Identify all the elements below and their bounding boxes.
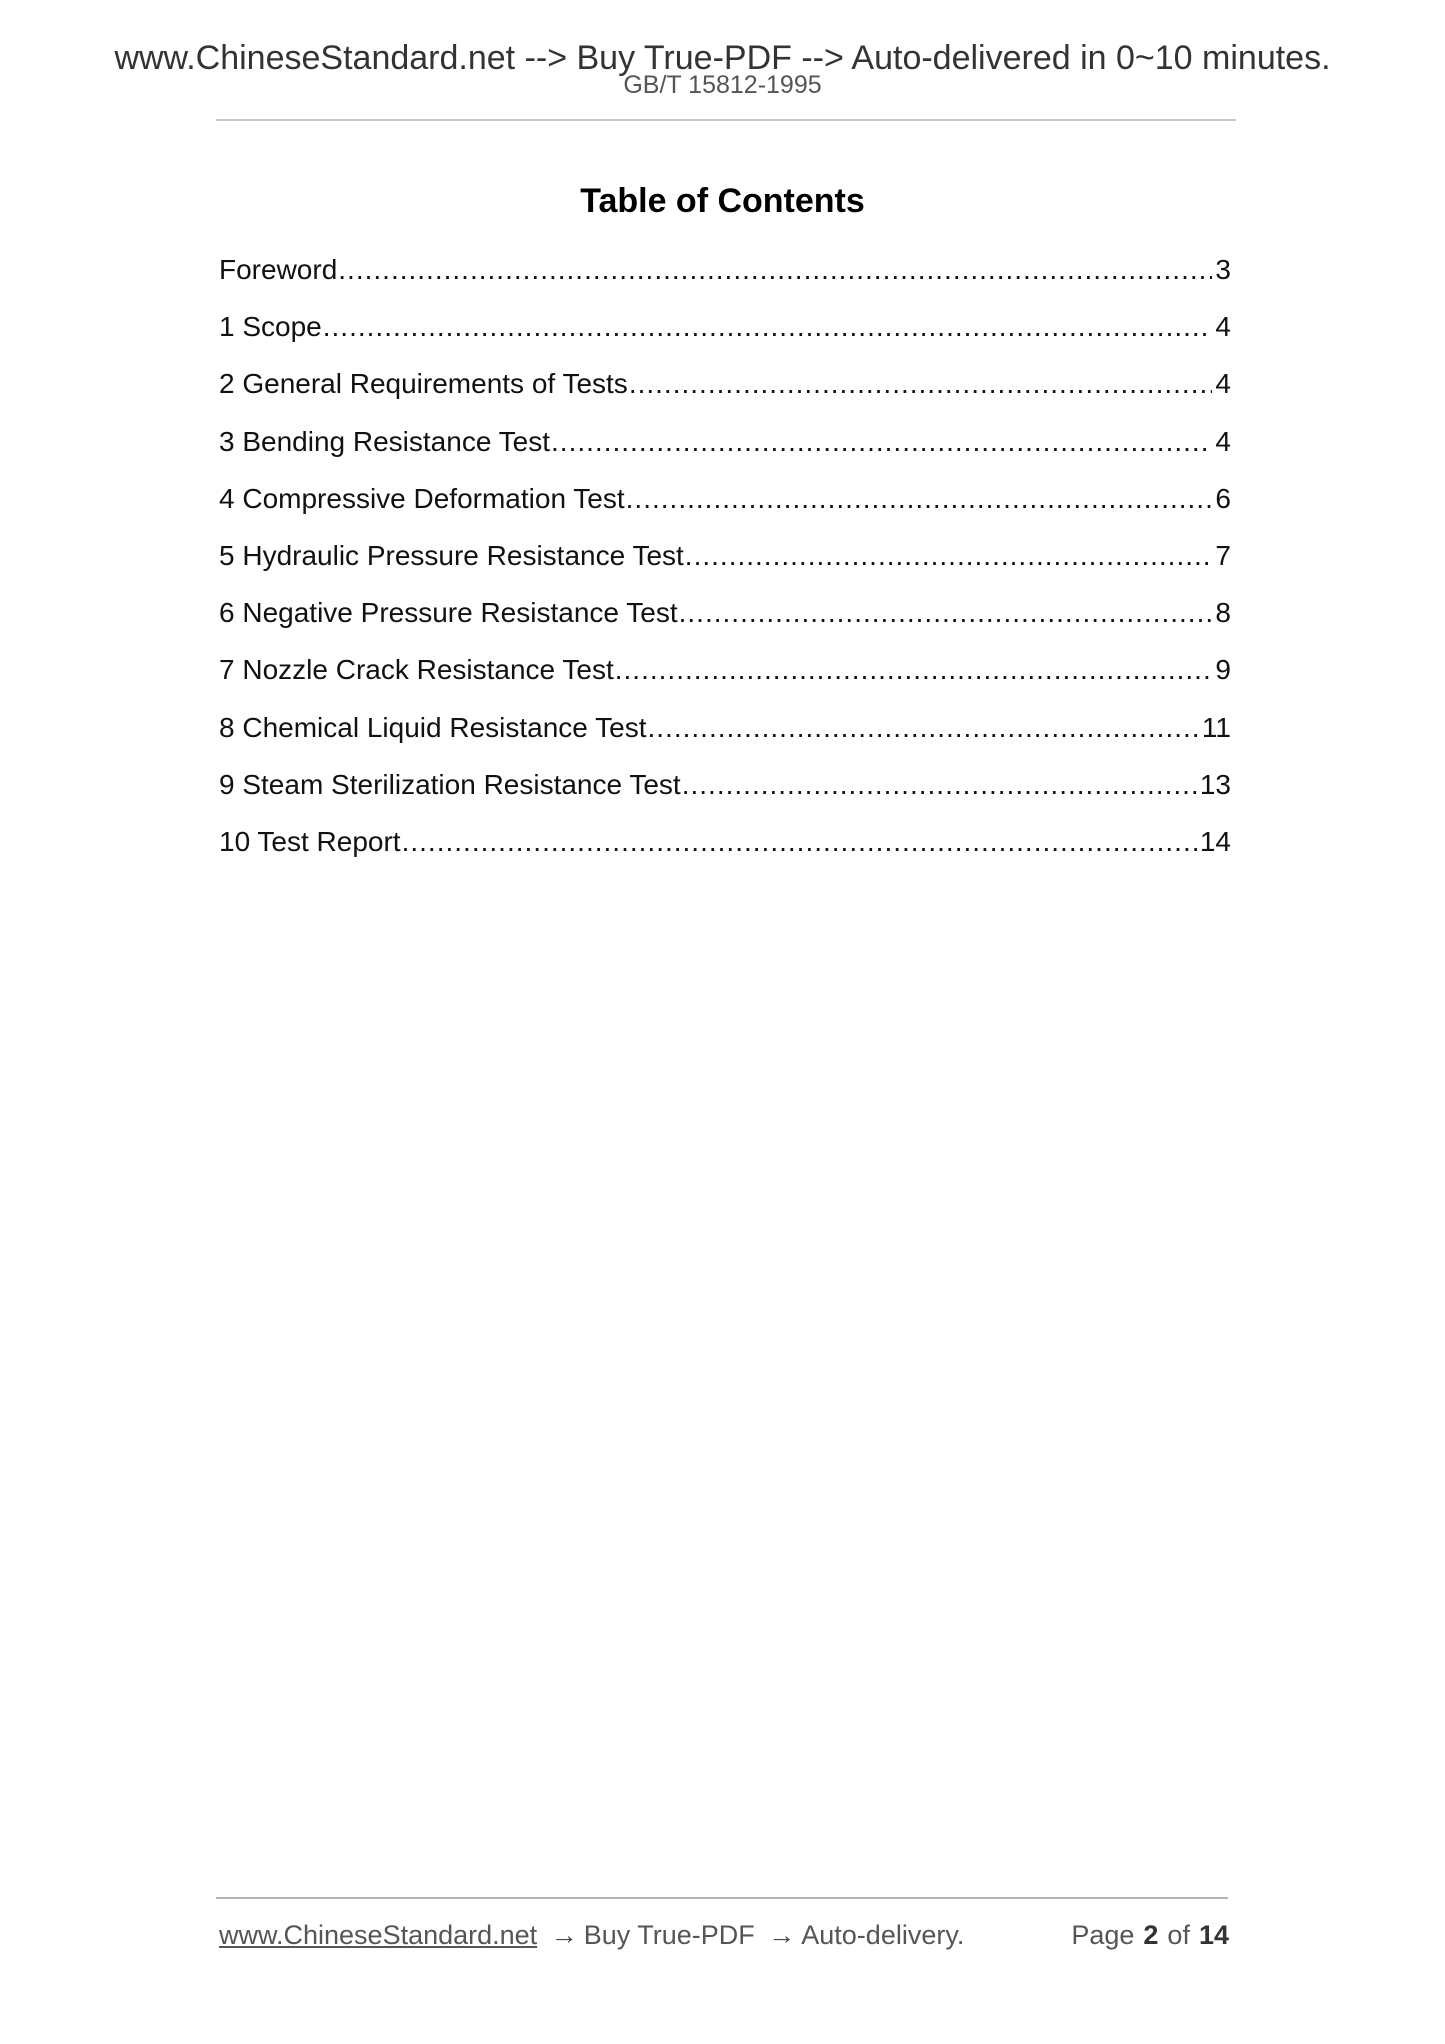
toc-entry-label: 10 Test Report: [219, 825, 401, 857]
toc-entry-nozzle-crack[interactable]: [219, 650, 1231, 707]
dot-leader: [323, 307, 1213, 347]
toc-entry-label: 8 Chemical Liquid Resistance Test: [219, 711, 647, 743]
footer-promo: [219, 1915, 964, 1955]
toc-entry-page: 6: [1215, 482, 1231, 514]
toc-entry-label: 4 Compressive Deformation Test: [219, 482, 625, 514]
footer-buy-text: Buy True-PDF: [583, 1920, 755, 1950]
dot-leader: [615, 650, 1213, 690]
toc-entry-scope[interactable]: [219, 307, 1231, 364]
toc-entry-steam-sterilization[interactable]: [219, 765, 1231, 822]
toc-entry-page: 9: [1215, 654, 1231, 686]
toc-title: Table of Contents: [580, 182, 865, 220]
footer-divider: [216, 1897, 1228, 1899]
dot-leader: [402, 822, 1197, 862]
total-pages: 14: [1198, 1920, 1229, 1950]
toc-entry-test-report[interactable]: [219, 822, 1231, 879]
toc-entry-foreword[interactable]: [219, 250, 1231, 307]
dot-leader: [626, 479, 1213, 519]
toc-entry-page: 4: [1215, 425, 1231, 457]
page-number: [1071, 1915, 1229, 1955]
toc-entry-page: 4: [1215, 311, 1231, 343]
dot-leader: [682, 765, 1197, 805]
dot-leader: [629, 364, 1213, 404]
footer-site-link[interactable]: www.ChineseStandard.net: [219, 1920, 538, 1950]
footer-delivery-text: Auto-delivery.: [801, 1920, 965, 1950]
dot-leader: [647, 708, 1198, 748]
toc-entry-page: 3: [1215, 254, 1231, 285]
page-word: Page: [1071, 1920, 1135, 1950]
toc-entry-label: Foreword: [219, 254, 338, 285]
toc-entry-hydraulic-pressure[interactable]: [219, 536, 1231, 593]
current-page: 2: [1143, 1920, 1159, 1950]
toc-entry-label: 5 Hydraulic Pressure Resistance Test: [219, 539, 684, 571]
toc-entry-page: 7: [1215, 539, 1231, 571]
toc-entry-chemical-liquid[interactable]: [219, 708, 1231, 765]
dot-leader: [551, 422, 1212, 462]
toc-entry-page: 4: [1215, 368, 1231, 400]
dot-leader: [338, 250, 1212, 290]
toc-entry-page: 13: [1199, 768, 1231, 800]
document-code: GB/T 15812-1995: [623, 71, 822, 99]
toc-entry-bending-resistance[interactable]: [219, 422, 1231, 479]
toc-entry-compressive-deformation[interactable]: [219, 479, 1231, 536]
header-divider: [216, 119, 1236, 121]
page-footer: [219, 1915, 1229, 1955]
dot-leader: [685, 536, 1213, 576]
right-arrow-icon: →: [768, 1920, 796, 1950]
toc-entry-label: 2 General Requirements of Tests: [219, 368, 628, 400]
toc-entry-label: 7 Nozzle Crack Resistance Test: [219, 654, 614, 686]
toc-entry-label: 9 Steam Sterilization Resistance Test: [219, 768, 681, 800]
toc-entry-label: 3 Bending Resistance Test: [219, 425, 551, 457]
toc-entry-general-requirements[interactable]: [219, 364, 1231, 421]
toc-entry-page: 14: [1199, 825, 1231, 857]
toc-entry-label: 1 Scope: [219, 311, 322, 343]
of-word: of: [1167, 1920, 1190, 1950]
toc-entry-page: 11: [1201, 711, 1231, 743]
dot-leader: [679, 593, 1213, 633]
right-arrow-icon: →: [550, 1920, 578, 1950]
table-of-contents: [219, 250, 1231, 879]
toc-entry-negative-pressure[interactable]: [219, 593, 1231, 650]
top-banner: www.ChineseStandard.net --> Buy True-PDF --> Auto-delivered in 0~10 minutes.: [114, 39, 1331, 77]
toc-entry-label: 6 Negative Pressure Resistance Test: [219, 597, 678, 629]
toc-entry-page: 8: [1215, 597, 1231, 629]
